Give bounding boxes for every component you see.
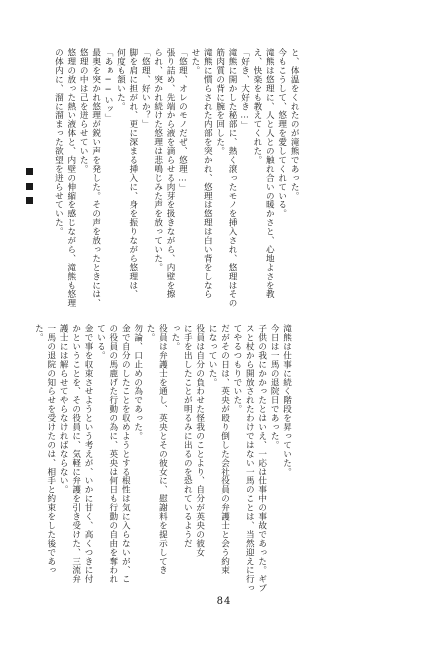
text-line: 「あぁ──いッ」: [103, 48, 114, 123]
text-line: せた。: [189, 48, 200, 75]
text-line: った。: [169, 324, 180, 351]
text-line: 最奥を突かれ悠理が鋭い声を発した。その声を放ったときには、: [90, 48, 101, 308]
text-line: た。: [33, 324, 44, 342]
upper-text-block: [52, 48, 300, 308]
text-line: え、快楽をも教えてくれた。: [251, 48, 262, 165]
text-line: 「好き、大好き…」: [239, 48, 250, 130]
text-line: 何度も頷いた。: [115, 48, 126, 111]
text-line: 金で事を収束させようという考えが、いかに甘く、高くつきに付: [83, 324, 94, 584]
text-line: 金で自分のしたことを収めようとする根性は気に入らないが、こ: [120, 324, 131, 584]
text-line: の役員の馬鹿げた行動の為に、英央は何日も行動の自由を奪われ: [107, 324, 118, 584]
text-line: 護士には解らせてやらなければならない。: [58, 324, 69, 495]
page-number: 84: [216, 596, 232, 607]
text-line: 悠理の中は己を迸らせていた。: [78, 48, 89, 174]
text-line: てやるつもりでいた。: [231, 324, 242, 414]
text-line: スと杖から開放されたわけではない一馬のことは、当然迎えに行っ: [244, 324, 255, 593]
text-line: 役員は弁護士を通し、英央とその彼女に、慰謝料を提示してき: [157, 324, 168, 575]
text-line: の体内に、溜に溜まった欲望を迸らせていた。: [53, 48, 64, 236]
text-line: 筋肉質の背に腕を回した。: [214, 48, 225, 156]
text-line: 子供の我にかかったとはいえ、一応は仕事中の事故であった。ギブ: [256, 324, 267, 593]
text-line: られ、突かれ続けた悠理は悲鳴じみた声を放っていた。: [152, 48, 163, 272]
text-line: 滝熊に慣らされた内部を突かれ、悠理は悠理は白い背をしなら: [202, 48, 213, 299]
text-line: かということを、その役員に、気軽に弁護を引き受けた、三流弁: [70, 324, 81, 584]
scene-break-marker: [26, 168, 34, 204]
scene-break-square-icon: [26, 183, 33, 190]
text-line: 滝熊は悠理に、人と人との触れ合いの暖かさと、心地よさを教: [264, 48, 275, 299]
scene-break-square-icon: [26, 168, 33, 175]
text-line: に手を出したことが明るみに出るのを恐れているようだ: [182, 324, 193, 548]
text-line: 役員は自分の負わせた怪我のことより、自分が英央の彼女: [194, 324, 205, 557]
text-line: 張り詰め、先端から液を滴らせる肉芽を扱きながら、内壁を擦: [165, 48, 176, 299]
scene-break-square-icon: [26, 197, 33, 204]
text-line: 滝熊は仕事に続く階段を昇っていた。: [281, 324, 292, 477]
text-line: 滝熊に開かした秘部に、熱く滾ったモノを挿入され、悠理はその: [227, 48, 238, 308]
text-line: 勿論、口止めの為であった。: [132, 324, 143, 441]
text-line: 一馬の退院の知らせを受けたのは、相手と約束をした後であっ: [45, 324, 56, 575]
text-line: た。: [145, 324, 156, 342]
text-line: 「悠理、好いか？」: [140, 48, 151, 129]
text-line: ている。: [95, 324, 106, 360]
text-line: 脚を肩に担がれ、更に深まる挿入に、身を振りながら悠理は、: [127, 48, 138, 299]
lower-text-block: [32, 324, 293, 593]
text-line: だがその日は、英央が殴り倒した会社役員の弁護士と会う約束: [219, 324, 230, 575]
text-line: 悠理の放った熱い液体と、内壁の伸縮を感じながら、滝熊も悠理: [65, 48, 76, 308]
text-line: 今もこうして、悠理を愛してくれている。: [276, 48, 287, 219]
text-line: と、体温をくれたのが滝熊であった。: [289, 48, 300, 201]
text-line: 今日は一馬の退院日であった。: [269, 324, 280, 450]
text-line: になっていた。: [207, 324, 218, 387]
text-line: 「悠理、オレのモノだぜ、悠理…」: [177, 48, 188, 193]
